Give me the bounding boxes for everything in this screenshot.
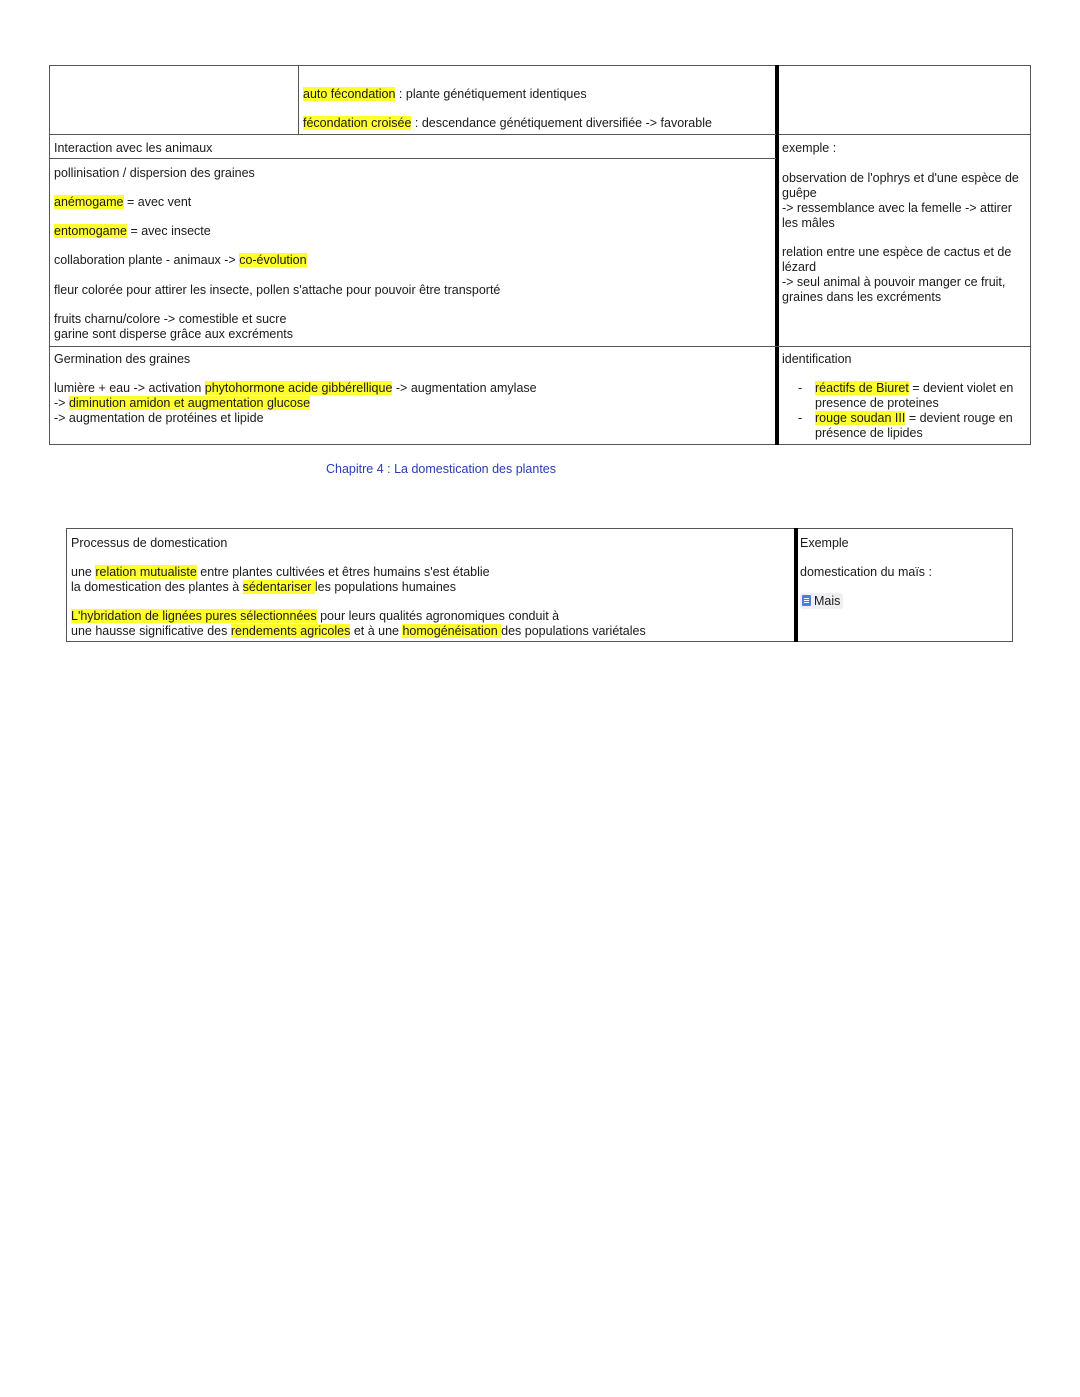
row-divider bbox=[779, 134, 1031, 135]
exemple-chip-line bbox=[800, 593, 932, 609]
germination-line: -> diminution amidon et augmentation glucose bbox=[54, 396, 311, 410]
chip-label: Mais bbox=[814, 594, 841, 608]
biuret-line: réactifs de Biuret = devient violet en bbox=[815, 381, 1014, 395]
highlight-term: rouge soudan III bbox=[815, 411, 906, 425]
fleur-line: fleur colorée pour attirer les insecte, pollen s'attache pour pouvoir être transporté bbox=[54, 283, 501, 297]
domestication-line: la domestication des plantes à sédentariser les populations humaines bbox=[71, 580, 456, 594]
highlight-term: rendements agricoles bbox=[230, 624, 351, 638]
highlight-term: relation mutualiste bbox=[95, 565, 197, 579]
exemple-text: domestication du maïs : bbox=[800, 565, 933, 579]
germination-line: lumière + eau -> activation phytohormone acide gibbérellique -> augmentation amylase bbox=[54, 381, 537, 395]
document-icon bbox=[802, 595, 811, 606]
fecondation-cell bbox=[303, 87, 712, 131]
entomogame-line: entomogame = avec insecte bbox=[54, 224, 211, 238]
animaux-header: Interaction avec les animaux bbox=[54, 141, 213, 155]
bullet-dash: - bbox=[798, 381, 803, 395]
thick-column-divider bbox=[794, 528, 798, 642]
chapter-title: Chapitre 4 : La domestication des plantes bbox=[326, 462, 556, 476]
highlight-term: co-évolution bbox=[239, 253, 307, 267]
highlight-term: sédentariser bbox=[242, 580, 315, 594]
animaux-content: pollinisation / dispersion des graines anémogame = avec vent entomogame = avec insecte collaboration plante - animaux -> co-évolution fleur colorée pour attirer les insecte, pollen s'attache pour pouvoir être transporté fruits charnu/colore -> comestible et sucre garine sont disperse grâce aux excréments bbox=[54, 166, 501, 341]
exemple-header: exemple : bbox=[782, 141, 837, 155]
highlight-term: anémogame bbox=[54, 195, 124, 209]
anemogame-line: anémogame = avec vent bbox=[54, 195, 192, 209]
exemple-cell bbox=[800, 536, 932, 609]
row-divider bbox=[50, 134, 776, 135]
highlight-term: entomogame bbox=[54, 224, 127, 238]
exemple-content: observation de l'ophrys et d'une espèce de guêpe -> ressemblance avec la femelle -> attirer les mâles relation entre une espèce de cactus et de lézard -> seul animal à pouvoir manger ce fruit, graines dans les excréments bbox=[782, 171, 1019, 304]
doc-link-chip[interactable] bbox=[800, 593, 843, 609]
highlight-term: réactifs de Biuret bbox=[815, 381, 909, 395]
domestication-line: une hausse significative des rendements agricoles et à une homogénéisation des populations variétales bbox=[71, 624, 646, 638]
fruits-line: garine sont disperse grâce aux excréments bbox=[54, 327, 294, 341]
row-divider bbox=[50, 158, 776, 159]
row-divider bbox=[50, 346, 1031, 347]
highlight-term: L'hybridation de lignées pures sélectionnées bbox=[71, 609, 317, 623]
bullet-dash: - bbox=[798, 411, 803, 425]
collaboration-line: collaboration plante - animaux -> co-évolution bbox=[54, 253, 307, 267]
table-domestication bbox=[66, 528, 1013, 642]
highlight-term: homogénéisation bbox=[402, 624, 502, 638]
domestication-cell bbox=[71, 536, 646, 639]
domestication-line: une relation mutualiste entre plantes cultivées et êtres humains s'est établie bbox=[71, 565, 490, 579]
highlight-term: fécondation croisée bbox=[303, 116, 412, 130]
identification-header: identification bbox=[782, 352, 852, 366]
exemple-header: Exemple bbox=[800, 536, 849, 550]
fruits-line: fruits charnu/colore -> comestible et sucre bbox=[54, 312, 287, 326]
column-divider bbox=[298, 66, 299, 135]
germination-line: -> augmentation de protéines et lipide bbox=[54, 411, 264, 425]
domestication-line: L'hybridation de lignées pures sélectionnées pour leurs qualités agronomiques conduit à bbox=[71, 609, 560, 623]
germination-header: Germination des graines bbox=[54, 352, 191, 366]
identification-list: réactifs de Biuret = devient violet en presence de proteines rouge soudan III = devient rouge en présence de lipides bbox=[815, 381, 1014, 440]
auto-fecondation-line: auto fécondation : plante génétiquement identiques bbox=[303, 87, 587, 101]
highlight-term: auto fécondation bbox=[303, 87, 396, 101]
thick-column-divider bbox=[775, 65, 779, 445]
soudan-line: rouge soudan III = devient rouge en bbox=[815, 411, 1013, 425]
table-plant-reproduction bbox=[49, 65, 1031, 445]
germination-cell bbox=[54, 352, 537, 426]
fecondation-croisee-line: fécondation croisée : descendance génétiquement diversifiée -> favorable bbox=[303, 116, 712, 130]
highlight-term: phytohormone acide gibbérellique bbox=[204, 381, 393, 395]
highlight-term: diminution amidon et augmentation glucose bbox=[68, 396, 311, 410]
domestication-header: Processus de domestication bbox=[71, 536, 228, 550]
